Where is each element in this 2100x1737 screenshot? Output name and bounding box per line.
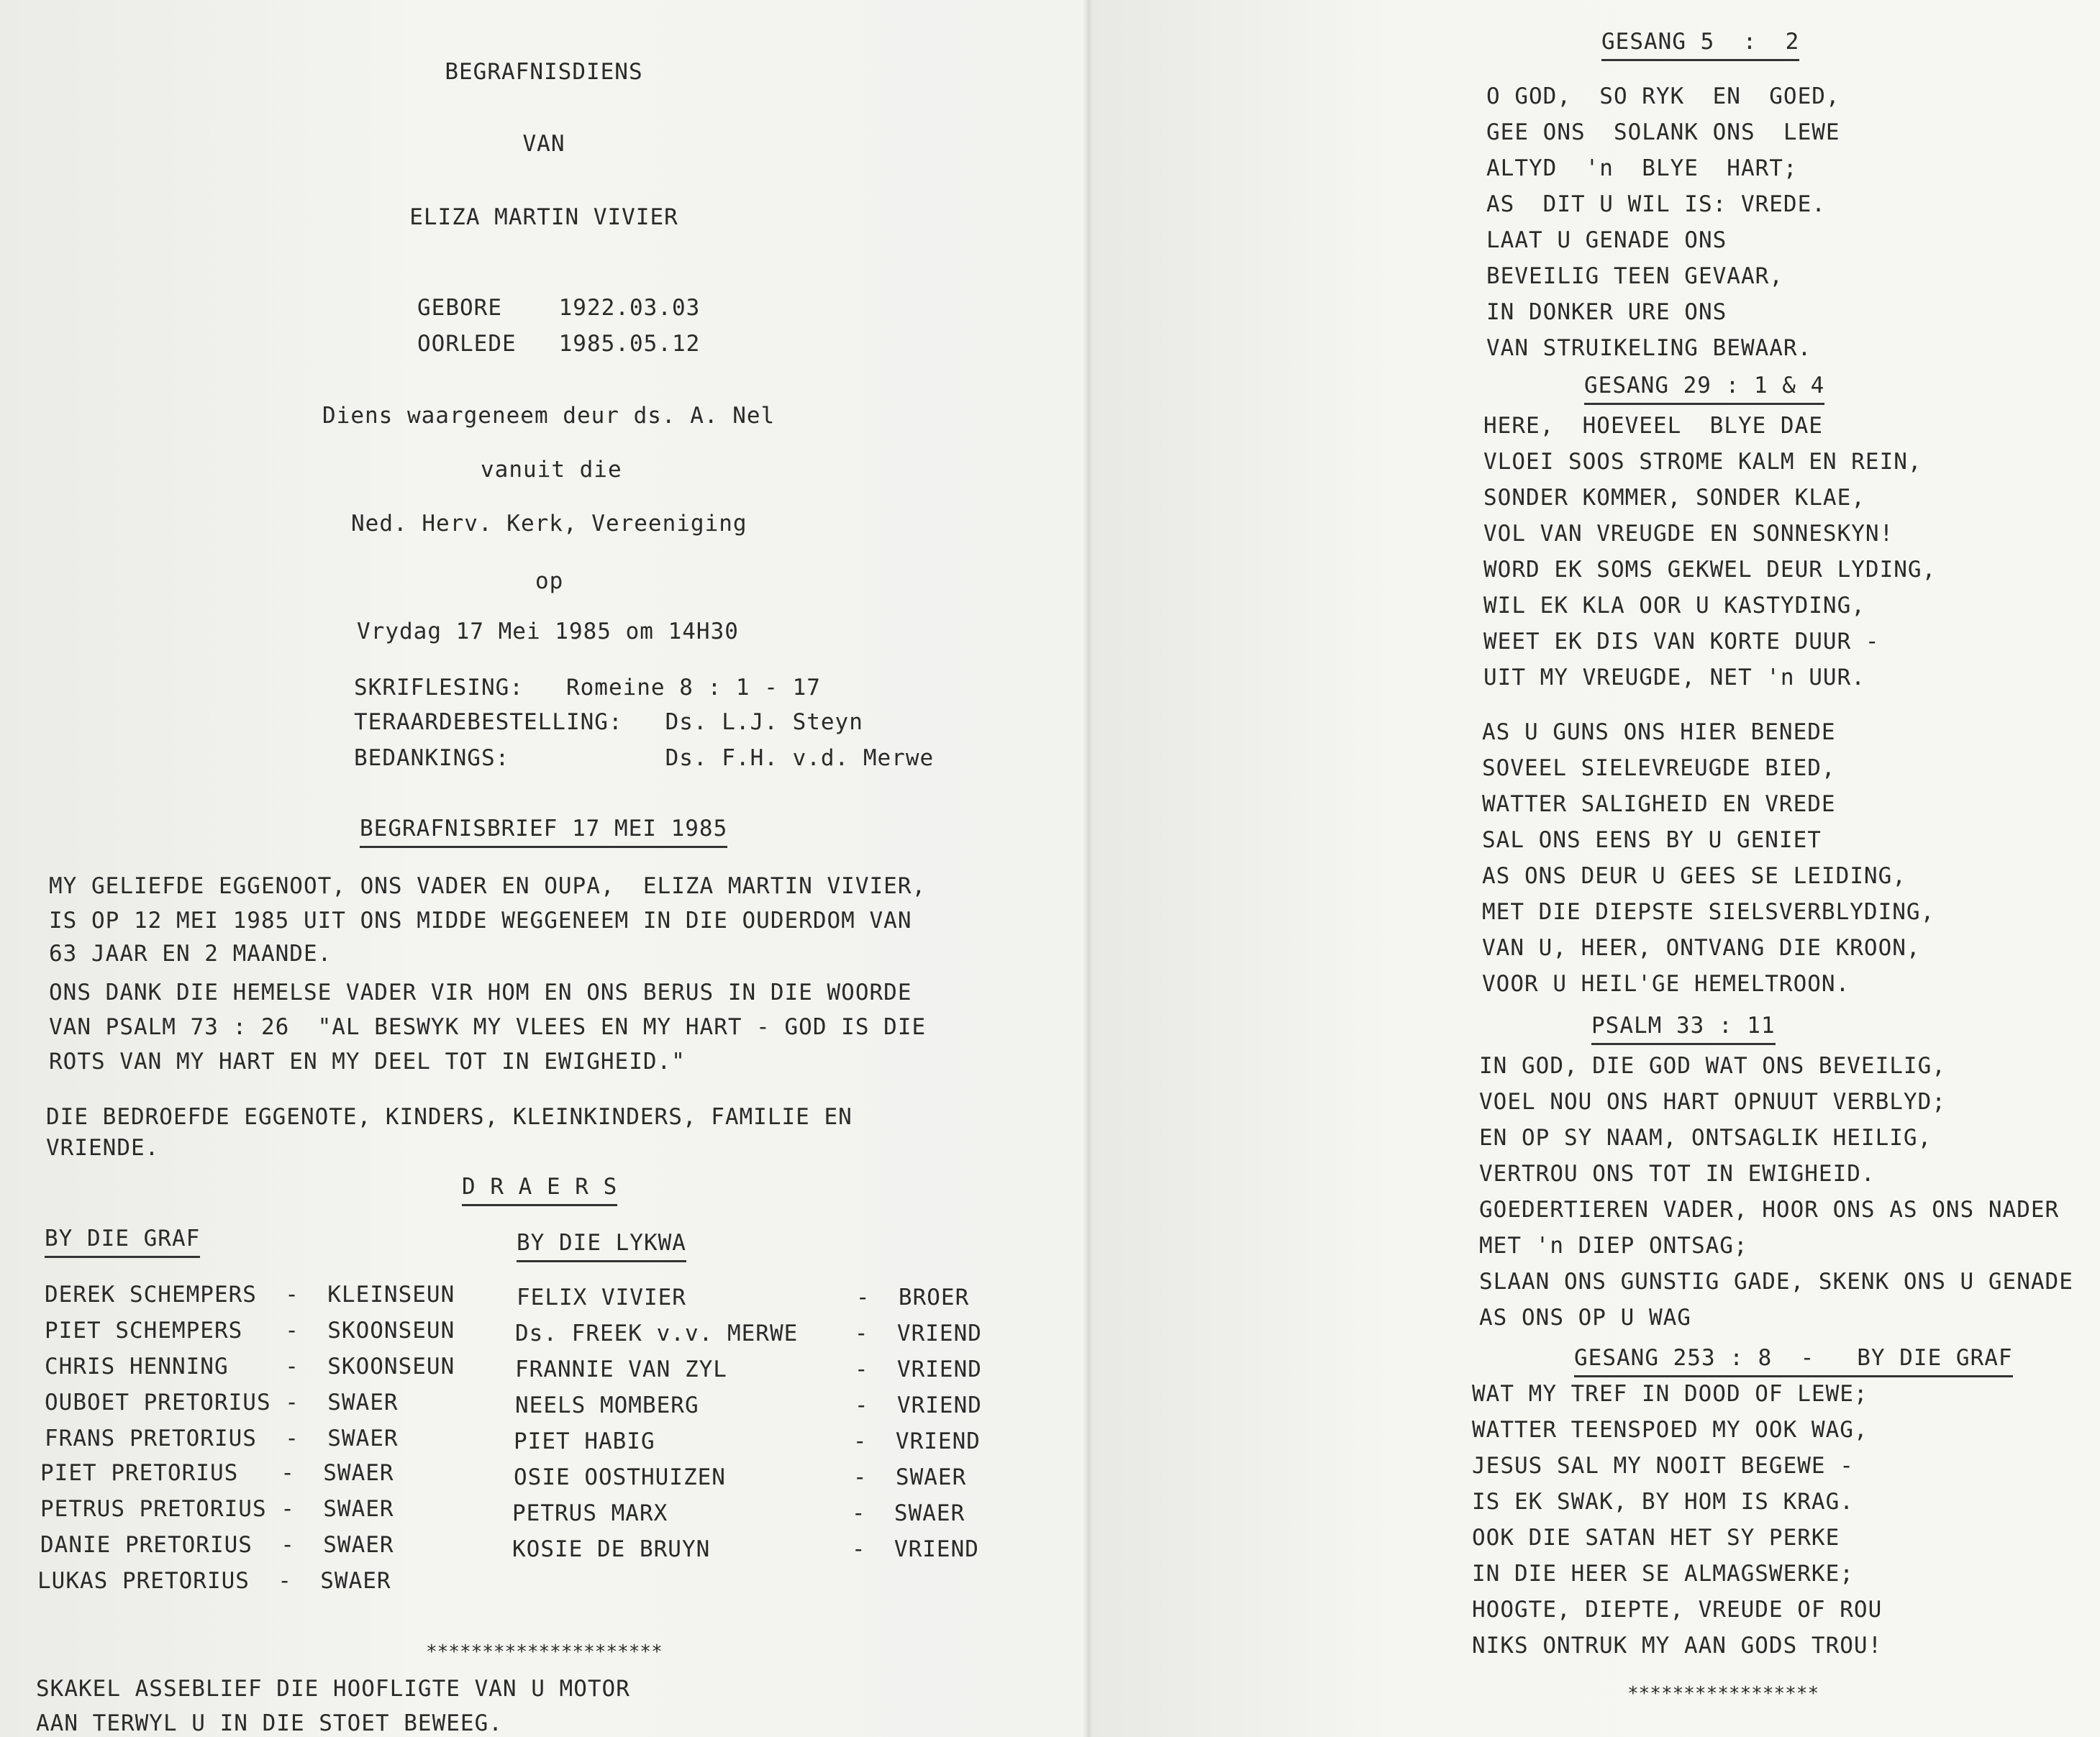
- hearse-bearer: FRANNIE VAN ZYL - VRIEND: [515, 1357, 982, 1382]
- letter-line: ROTS VAN MY HART EN MY DEEL TOT IN EWIGHEID.": [49, 1049, 686, 1075]
- hymn-line: AS DIT U WIL IS: VREDE.: [1486, 191, 1826, 217]
- stars-divider: *********************: [426, 1641, 663, 1663]
- hymn-line: BEVEILIG TEEN GEVAAR,: [1486, 263, 1783, 289]
- grave-bearer: PIET SCHEMPERS - SKOONSEUN: [45, 1318, 455, 1344]
- grave-bearer: PETRUS PRETORIUS - SWAER: [40, 1496, 394, 1522]
- hearse-bearers-heading: BY DIE LYKWA: [517, 1230, 686, 1262]
- hymn-line: IN DONKER URE ONS: [1486, 299, 1727, 325]
- hymn-line: AS U GUNS ONS HIER BENEDE: [1482, 719, 1836, 745]
- grave-bearer: FRANS PRETORIUS - SWAER: [45, 1426, 399, 1451]
- church-line: Ned. Herv. Kerk, Vereeniging: [351, 511, 747, 537]
- family-line: VRIENDE.: [46, 1135, 160, 1161]
- hymn-heading: GESANG 5 : 2: [1601, 29, 1799, 61]
- hymn-line: IS EK SWAK, BY HOM IS KRAG.: [1472, 1489, 1854, 1515]
- hymn-line: GEE ONS SOLANK ONS LEWE: [1486, 119, 1840, 145]
- hymn-heading: GESANG 253 : 8 - BY DIE GRAF: [1574, 1345, 2013, 1377]
- right-page: [1088, 0, 2100, 1737]
- hymn-line: SONDER KOMMER, SONDER KLAE,: [1483, 485, 1865, 511]
- thanks-line: BEDANKINGS: Ds. F.H. v.d. Merwe: [354, 745, 935, 771]
- hymn-line: WAT MY TREF IN DOOD OF LEWE;: [1472, 1381, 1868, 1407]
- letter-heading: BEGRAFNISBRIEF 17 MEI 1985: [360, 816, 727, 848]
- document-title: BEGRAFNISDIENS: [445, 59, 643, 85]
- hymn-line: UIT MY VREUGDE, NET 'n UUR.: [1483, 665, 1865, 690]
- hymn-line: HERE, HOEVEEL BLYE DAE: [1483, 413, 1823, 439]
- stars-divider: *****************: [1627, 1683, 1819, 1705]
- family-line: DIE BEDROEFDE EGGENOTE, KINDERS, KLEINKINDERS, FAMILIE EN: [46, 1104, 853, 1130]
- birth-date: GEBORE 1922.03.03: [417, 295, 701, 321]
- hymn-line: VLOEI SOOS STROME KALM EN REIN,: [1483, 449, 1922, 475]
- hymn-line: VOL VAN VREUGDE EN SONNESKYN!: [1483, 521, 1894, 547]
- hymn-line: SAL ONS EENS BY U GENIET: [1482, 827, 1822, 853]
- hymn-line: IN DIE HEER SE ALMAGSWERKE;: [1472, 1561, 1854, 1587]
- letter-line: 63 JAAR EN 2 MAANDE.: [49, 941, 332, 967]
- hymn-line: VOOR U HEIL'GE HEMELTROON.: [1482, 971, 1850, 997]
- deceased-name: ELIZA MARTIN VIVIER: [409, 204, 678, 230]
- hymn-line: WORD EK SOMS GEKWEL DEUR LYDING,: [1483, 557, 1937, 583]
- on-line: op: [535, 568, 564, 594]
- officiant-line: Diens waargeneem deur ds. A. Nel: [322, 403, 776, 429]
- hymn-line: VOEL NOU ONS HART OPNUUT VERBLYD;: [1479, 1089, 1946, 1115]
- hearse-bearer: PETRUS MARX - SWAER: [512, 1500, 965, 1526]
- hymn-line: SOVEEL SIELEVREUGDE BIED,: [1482, 755, 1836, 781]
- hymn-line: AS ONS OP U WAG: [1479, 1305, 1691, 1331]
- hymn-line: VAN U, HEER, ONTVANG DIE KROON,: [1482, 935, 1921, 961]
- hymn-line: NIKS ONTRUK MY AAN GODS TROU!: [1472, 1633, 1883, 1659]
- grave-bearer: DEREK SCHEMPERS - KLEINSEUN: [45, 1282, 455, 1308]
- hymn-heading: PSALM 33 : 11: [1591, 1013, 1776, 1045]
- hymn-line: GOEDERTIEREN VADER, HOOR ONS AS ONS NADER: [1479, 1197, 2060, 1223]
- death-date: OORLEDE 1985.05.12: [417, 331, 701, 357]
- hymn-line: IN GOD, DIE GOD WAT ONS BEVEILIG,: [1479, 1053, 1946, 1079]
- hearse-bearer: KOSIE DE BRUYN - VRIEND: [512, 1536, 979, 1562]
- hymn-line: LAAT U GENADE ONS: [1486, 227, 1727, 253]
- hymn-line: WATTER SALIGHEID EN VREDE: [1482, 791, 1836, 817]
- hearse-bearer: OSIE OOSTHUIZEN - SWAER: [514, 1464, 967, 1490]
- hymn-line: JESUS SAL MY NOOIT BEGEWE -: [1472, 1453, 1854, 1479]
- grave-bearer: DANIE PRETORIUS - SWAER: [40, 1532, 394, 1558]
- hymn-line: VAN STRUIKELING BEWAAR.: [1486, 335, 1812, 361]
- grave-bearer: OUBOET PRETORIUS - SWAER: [45, 1390, 399, 1415]
- hymn-line: MET 'n DIEP ONTSAG;: [1479, 1233, 1748, 1259]
- grave-bearer: CHRIS HENNING - SKOONSEUN: [45, 1354, 455, 1380]
- hearse-bearer: Ds. FREEK v.v. MERWE - VRIEND: [515, 1321, 982, 1346]
- hymn-line: O GOD, SO RYK EN GOED,: [1486, 83, 1840, 109]
- hymn-line: VERTROU ONS TOT IN EWIGHEID.: [1479, 1161, 1876, 1187]
- hearse-bearer: PIET HABIG - VRIEND: [514, 1428, 981, 1454]
- hymn-line: EN OP SY NAAM, ONTSAGLIK HEILIG,: [1479, 1125, 1932, 1151]
- letter-line: MY GELIEFDE EGGENOOT, ONS VADER EN OUPA, ELIZA MARTIN VIVIER,: [49, 873, 927, 899]
- letter-line: IS OP 12 MEI 1985 UIT ONS MIDDE WEGGENEEM IN DIE OUDERDOM VAN: [49, 908, 912, 934]
- letter-line: VAN PSALM 73 : 26 "AL BESWYK MY VLEES EN MY HART - GOD IS DIE: [49, 1014, 927, 1040]
- hymn-line: MET DIE DIEPSTE SIELSVERBLYDING,: [1482, 899, 1935, 925]
- hymn-line: SLAAN ONS GUNSTIG GADE, SKENK ONS U GENADE: [1479, 1269, 2073, 1295]
- grave-bearer: PIET PRETORIUS - SWAER: [40, 1460, 394, 1486]
- hearse-bearer: NEELS MOMBERG - VRIEND: [515, 1392, 982, 1418]
- burial-line: TERAARDEBESTELLING: Ds. L.J. Steyn: [354, 709, 863, 735]
- hymn-line: OOK DIE SATAN HET SY PERKE: [1472, 1525, 1840, 1551]
- page-fold: [1083, 0, 1093, 1737]
- from-line: vanuit die: [481, 457, 622, 483]
- notice-line: AAN TERWYL U IN DIE STOET BEWEEG.: [36, 1710, 503, 1736]
- hymn-line: HOOGTE, DIEPTE, VREUDE OF ROU: [1472, 1597, 1883, 1623]
- service-date: Vrydag 17 Mei 1985 om 14H30: [357, 619, 739, 644]
- van-label: VAN: [522, 131, 565, 157]
- bearers-heading: D R A E R S: [462, 1174, 617, 1206]
- hymn-line: WEET EK DIS VAN KORTE DUUR -: [1483, 629, 1880, 655]
- letter-line: ONS DANK DIE HEMELSE VADER VIR HOM EN ONS BERUS IN DIE WOORDE: [49, 980, 912, 1006]
- hearse-bearer: FELIX VIVIER - BROER: [517, 1285, 970, 1310]
- hymn-line: AS ONS DEUR U GEES SE LEIDING,: [1482, 863, 1906, 889]
- notice-line: SKAKEL ASSEBLIEF DIE HOOFLIGTE VAN U MOTOR: [36, 1676, 630, 1702]
- hymn-line: ALTYD 'n BLYE HART;: [1486, 155, 1798, 181]
- hymn-line: WATTER TEENSPOED MY OOK WAG,: [1472, 1417, 1868, 1443]
- grave-bearer: LUKAS PRETORIUS - SWAER: [37, 1568, 391, 1594]
- grave-bearers-heading: BY DIE GRAF: [45, 1226, 200, 1258]
- reading-line: SKRIFLESING: Romeine 8 : 1 - 17: [354, 675, 821, 701]
- hymn-line: WIL EK KLA OOR U KASTYDING,: [1483, 593, 1865, 619]
- hymn-heading: GESANG 29 : 1 & 4: [1584, 373, 1824, 405]
